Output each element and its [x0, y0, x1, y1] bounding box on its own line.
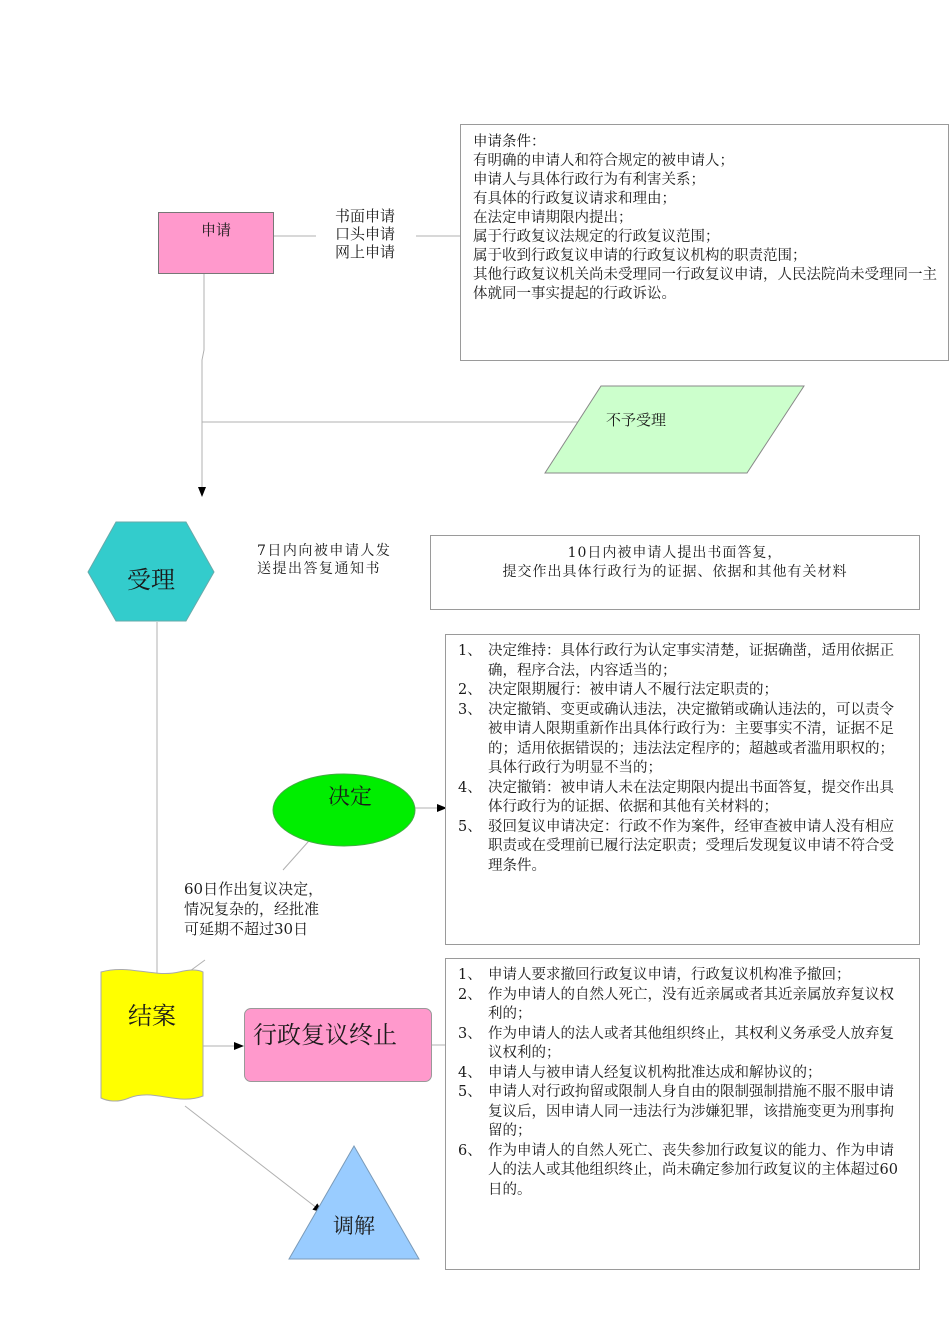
condition-item: 申请人与具体行政行为有利害关系；: [473, 172, 705, 188]
terminate-label: 行政复议终止: [253, 1021, 397, 1049]
termination-text: 申请人与被申请人经复议机构批准达成和解协议的；: [488, 1064, 822, 1081]
decision-item: [458, 701, 907, 779]
termination-list: [458, 966, 907, 1200]
termination-item: [458, 1083, 907, 1142]
apply-label: 申请: [200, 221, 231, 239]
termination-num: 2、: [458, 986, 482, 1003]
apply-methods: [335, 207, 415, 261]
terminate-node: [244, 1008, 432, 1082]
decision-text: 决定维持：具体行政行为认定事实清楚，证据确凿，适用依据正确，程序合法，内容适当的；: [488, 643, 894, 679]
close-shape: [99, 966, 205, 1106]
termination-num: 1、: [458, 967, 482, 983]
decide-label: 决定: [327, 785, 372, 810]
conditions-box: [460, 124, 949, 361]
decisions-list: [458, 642, 907, 876]
termination-item: [458, 1025, 907, 1064]
termination-item: [458, 1064, 907, 1084]
decision-num: 4、: [458, 779, 482, 796]
termination-text: 申请人要求撤回行政复议申请，行政复议机构准予撤回；: [488, 967, 851, 983]
decision-text: 决定撤销、变更或确认违法，决定撤销或确认违法的，可以责令被申请人限期重新作出具体行政行为：主要事实不清，证据不足的；适用依据错误的；违法法定程序的；超越或者滥用职权的；具体行政行为明显不当的；: [488, 701, 894, 776]
accept-label: 受理: [127, 566, 175, 594]
condition-item: 属于收到行政复议申请的行政复议机构的职责范围；: [473, 248, 807, 264]
decision-item: [458, 818, 907, 877]
apply-method-oral: 口头申请: [335, 225, 396, 243]
notice-7days: 7日内向被申请人发送提出答复通知书: [257, 543, 392, 577]
line-apply-accept: [202, 274, 204, 496]
condition-item: 属于行政复议法规定的行政复议范围；: [473, 229, 720, 245]
decisions-box: [445, 634, 920, 945]
apply-node: [158, 212, 274, 274]
mediate-label: 调解: [333, 1214, 375, 1238]
apply-method-written: 书面申请: [335, 207, 396, 225]
decision-text: 决定限期履行：被申请人不履行法定职责的；: [488, 682, 778, 698]
termination-box: [445, 958, 920, 1270]
condition-item: 在法定申请期限内提出；: [473, 210, 633, 226]
not-accept-label: 不予受理: [606, 411, 667, 429]
termination-item: [458, 1142, 907, 1201]
decision-num: 3、: [458, 701, 482, 718]
decision-num: 2、: [458, 682, 482, 698]
termination-item: [458, 966, 907, 986]
decision-num: 5、: [458, 818, 482, 835]
termination-num: 6、: [458, 1142, 482, 1159]
condition-item: 有明确的申请人和符合规定的被申请人；: [473, 153, 734, 169]
termination-num: 5、: [458, 1084, 482, 1100]
decision-text: 驳回复议申请决定：行政不作为案件，经审查被申请人没有相应职责或在受理前已履行法定职责；受理后发现复议申请不符合受理条件。: [488, 818, 894, 874]
termination-text: 申请人对行政拘留或限制人身自由的限制强制措施不服不服申请复议后，因申请人同一违法行为涉嫌犯罪，该措施变更为刑事拘留的；: [488, 1084, 894, 1139]
termination-text: 作为申请人的自然人死亡、丧失参加行政复议的能力、作为申请人的法人或其他组织终止，尚未确定参加行政复议的主体超过60日的。: [488, 1142, 898, 1198]
decision-item: [458, 779, 907, 818]
deadline-note-line1: 60日作出复议决定，: [184, 880, 324, 898]
conditions-title: 申请条件：: [473, 134, 546, 150]
reply-10days-line1: 10日内被申请人提出书面答复，: [567, 545, 783, 561]
decision-text: 决定撤销：被申请人未在法定期限内提出书面答复，提交作出具体行政行为的证据、依据和其他有关材料的；: [488, 779, 894, 815]
deadline-note: [184, 879, 374, 939]
decision-item: [458, 681, 907, 701]
termination-num: 3、: [458, 1025, 482, 1042]
decision-item: [458, 642, 907, 681]
close-label: 结案: [128, 1002, 176, 1030]
termination-num: 4、: [458, 1064, 482, 1081]
apply-method-online: 网上申请: [335, 243, 396, 261]
reply-10days-box: [430, 535, 920, 610]
reply-10days-line2: 提交作出具体行政行为的证据、依据和其他有关材料: [502, 564, 848, 580]
termination-item: [458, 986, 907, 1025]
mediate-shape: [286, 1144, 422, 1261]
deadline-note-line2: 情况复杂的，经批准: [184, 900, 320, 918]
termination-text: 作为申请人的自然人死亡，没有近亲属或者其近亲属放弃复议权利的；: [488, 986, 894, 1022]
decision-num: 1、: [458, 643, 482, 659]
termination-text: 作为申请人的法人或者其他组织终止，其权利义务承受人放弃复议权利的；: [488, 1025, 894, 1061]
condition-item: 其他行政复议机关尚未受理同一行政复议申请，人民法院尚未受理同一主体就同一事实提起的行政诉讼。: [473, 267, 937, 302]
not-accept-shape: [544, 385, 806, 475]
deadline-note-line3: 可延期不超过30日: [184, 920, 309, 938]
condition-item: 有具体的行政复议请求和理由；: [473, 191, 676, 207]
